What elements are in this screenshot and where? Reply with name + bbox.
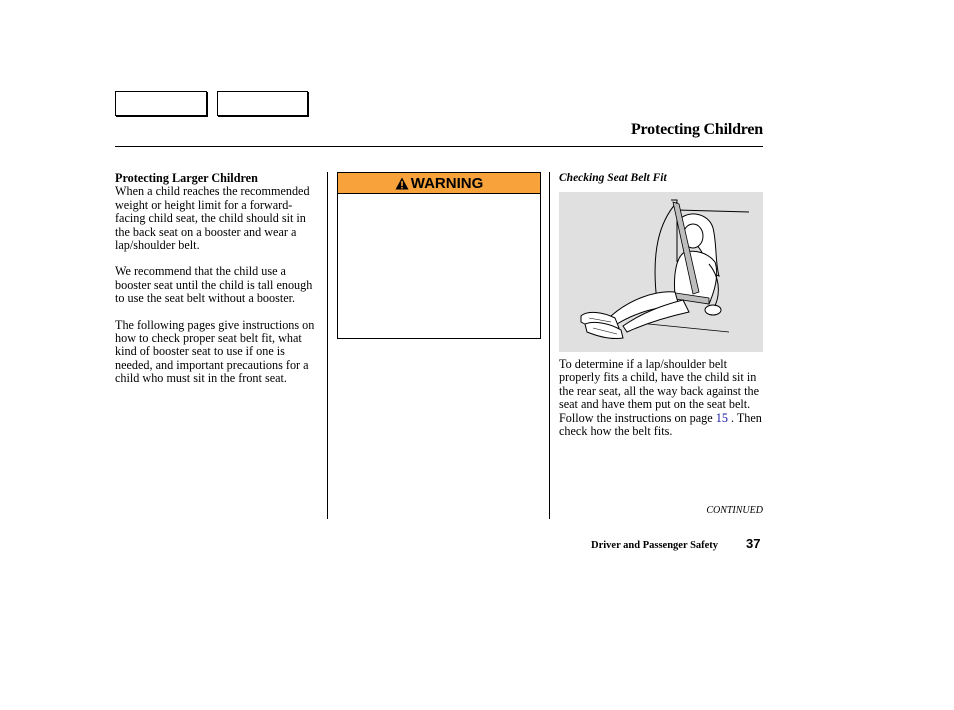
nav-button-next[interactable]	[217, 91, 308, 116]
warning-label: WARNING	[410, 174, 484, 192]
paragraph-1: When a child reaches the recommended weight or height limit for a forward-facing child seat, the child should sit in the back seat on a booster and wear a lap/shoulder belt.	[115, 184, 310, 253]
paragraph-2: We recommend that the child use a booster seat until the child is tall enough to use the seat belt without a booster.	[115, 264, 313, 306]
section-title: Protecting Children	[630, 121, 763, 138]
page-link-15[interactable]: 15	[715, 410, 728, 425]
column-divider-1	[327, 172, 328, 519]
column-protecting-larger-children	[115, 172, 322, 399]
paragraph-3: The following pages give instructions on how to check proper seat belt fit, what kind of booster seat to use if one is needed, and important precautions for a child who must sit in the front seat.	[115, 317, 315, 386]
column-divider-2	[549, 172, 550, 519]
title-divider	[115, 146, 763, 147]
page-number: 37	[746, 536, 761, 551]
subsection-heading: Protecting Larger Children	[115, 171, 258, 185]
warning-box	[337, 172, 541, 339]
figure-caption: Checking Seat Belt Fit	[559, 172, 667, 184]
continued-label: CONTINUED	[706, 505, 763, 516]
child-seatbelt-illustration	[559, 192, 763, 352]
instructions-text-end: . Then check how the belt fits.	[559, 410, 762, 439]
nav-button-previous[interactable]	[115, 91, 207, 116]
seat-belt-fit-illustration	[559, 192, 763, 352]
warning-triangle-icon	[395, 177, 409, 190]
footer-section-name: Driver and Passenger Safety	[591, 540, 719, 551]
seat-belt-fit-instructions	[559, 358, 765, 438]
warning-header	[338, 173, 540, 194]
instructions-text: To determine if a lap/shoulder belt properly fits a child, have the child sit in the rear seat, all the way back against the seat and have them put on the seat belt. Follow the instructions on page	[559, 357, 759, 425]
